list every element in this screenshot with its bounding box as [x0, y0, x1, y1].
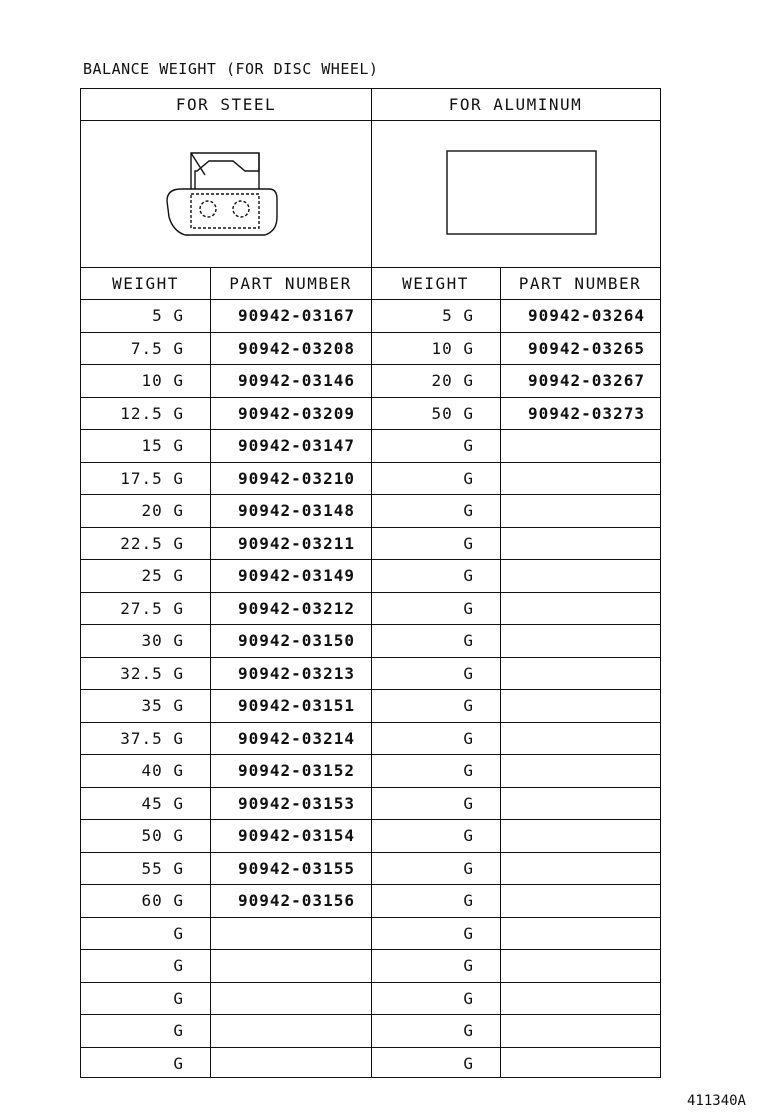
steel-weight-cell: G: [173, 1054, 184, 1074]
steel-weight-cell: 10 G: [141, 371, 184, 391]
aluminum-part-number-cell: [500, 820, 661, 852]
table-row: [81, 528, 660, 561]
aluminum-weight-cell: G: [463, 663, 474, 683]
table-row: [81, 625, 660, 658]
steel-weight-cell: 22.5 G: [120, 533, 184, 553]
aluminum-part-number-cell: 90942-03267: [528, 371, 645, 391]
table-row: [81, 950, 660, 983]
figure-code: 411340A: [686, 1093, 746, 1109]
table-row: [81, 690, 660, 723]
aluminum-part-number-cell: 90942-03265: [528, 338, 645, 358]
aluminum-part-number-cell: [500, 1015, 661, 1047]
steel-weight-cell: 45 G: [141, 793, 184, 813]
steel-part-number-cell: 90942-03147: [238, 436, 355, 456]
table-row: [81, 658, 660, 691]
aluminum-part-number-cell: [500, 755, 661, 787]
aluminum-part-number-cell: 90942-03273: [528, 403, 645, 423]
steel-weight-cell: 32.5 G: [120, 663, 184, 683]
steel-part-number-cell: 90942-03212: [238, 598, 355, 618]
section-header-steel: FOR STEEL: [81, 89, 371, 121]
aluminum-weight-cell: 50 G: [431, 403, 474, 423]
steel-clip-on-weight-icon: [81, 121, 371, 267]
steel-weight-cell: 12.5 G: [120, 403, 184, 423]
steel-part-number-cell: 90942-03151: [238, 696, 355, 716]
column-header-aluminum-part-number: PART NUMBER: [500, 268, 660, 300]
steel-weight-cell: 7.5 G: [130, 338, 184, 358]
column-header-aluminum-weight: WEIGHT: [371, 268, 500, 300]
page-title: BALANCE WEIGHT (FOR DISC WHEEL): [83, 60, 379, 78]
steel-part-number-cell: 90942-03153: [238, 793, 355, 813]
aluminum-weight-cell: G: [463, 858, 474, 878]
steel-part-number-cell: [210, 1015, 371, 1047]
steel-part-number-cell: 90942-03156: [238, 891, 355, 911]
steel-weight-cell: 37.5 G: [120, 728, 184, 748]
steel-part-number-cell: 90942-03214: [238, 728, 355, 748]
table-row: [81, 885, 660, 918]
aluminum-part-number-cell: [500, 853, 661, 885]
aluminum-adhesive-weight-icon: [371, 121, 661, 267]
steel-weight-cell: 27.5 G: [120, 598, 184, 618]
steel-part-number-cell: 90942-03152: [238, 761, 355, 781]
aluminum-diagram-cell: [371, 121, 660, 268]
table-row: [81, 593, 660, 626]
steel-weight-cell: G: [173, 923, 184, 943]
aluminum-weight-cell: G: [463, 988, 474, 1008]
table-row: [81, 918, 660, 951]
table-row: [81, 755, 660, 788]
aluminum-weight-cell: 5 G: [442, 306, 474, 326]
column-header-steel-part-number: PART NUMBER: [210, 268, 371, 300]
aluminum-part-number-cell: [500, 430, 661, 462]
aluminum-weight-cell: G: [463, 566, 474, 586]
table-row: [81, 1015, 660, 1048]
aluminum-weight-cell: 20 G: [431, 371, 474, 391]
steel-part-number-cell: 90942-03146: [238, 371, 355, 391]
steel-weight-cell: 55 G: [141, 858, 184, 878]
steel-weight-cell: 35 G: [141, 696, 184, 716]
steel-part-number-cell: 90942-03213: [238, 663, 355, 683]
aluminum-weight-cell: G: [463, 891, 474, 911]
steel-weight-cell: G: [173, 956, 184, 976]
aluminum-part-number-cell: [500, 885, 661, 917]
steel-part-number-cell: 90942-03210: [238, 468, 355, 488]
steel-weight-cell: 40 G: [141, 761, 184, 781]
steel-weight-cell: 30 G: [141, 631, 184, 651]
aluminum-part-number-cell: [500, 788, 661, 820]
steel-weight-cell: G: [173, 988, 184, 1008]
aluminum-weight-cell: G: [463, 468, 474, 488]
aluminum-part-number-cell: [500, 1048, 661, 1081]
steel-part-number-cell: 90942-03150: [238, 631, 355, 651]
table-row: [81, 788, 660, 821]
steel-part-number-cell: 90942-03148: [238, 501, 355, 521]
steel-weight-cell: 17.5 G: [120, 468, 184, 488]
steel-part-number-cell: 90942-03208: [238, 338, 355, 358]
balance-weight-table: [80, 88, 661, 1078]
aluminum-weight-cell: G: [463, 631, 474, 651]
steel-part-number-cell: [210, 1048, 371, 1081]
steel-weight-cell: 15 G: [141, 436, 184, 456]
steel-part-number-cell: 90942-03211: [238, 533, 355, 553]
steel-part-number-cell: [210, 918, 371, 950]
aluminum-weight-cell: G: [463, 598, 474, 618]
aluminum-weight-cell: G: [463, 923, 474, 943]
aluminum-weight-cell: G: [463, 501, 474, 521]
steel-weight-cell: G: [173, 1021, 184, 1041]
aluminum-weight-cell: G: [463, 1021, 474, 1041]
table-row: [81, 463, 660, 496]
steel-part-number-cell: [210, 983, 371, 1015]
aluminum-part-number-cell: [500, 625, 661, 657]
steel-diagram-cell: [81, 121, 371, 268]
aluminum-weight-cell: G: [463, 533, 474, 553]
aluminum-part-number-cell: [500, 658, 661, 690]
table-row: [81, 365, 660, 398]
table-row: [81, 333, 660, 366]
table-row: [81, 723, 660, 756]
steel-part-number-cell: 90942-03209: [238, 403, 355, 423]
aluminum-part-number-cell: [500, 918, 661, 950]
aluminum-part-number-cell: [500, 593, 661, 625]
steel-part-number-cell: 90942-03149: [238, 566, 355, 586]
aluminum-weight-cell: 10 G: [431, 338, 474, 358]
table-row: [81, 1048, 660, 1081]
aluminum-part-number-cell: [500, 950, 661, 982]
aluminum-weight-cell: G: [463, 1054, 474, 1074]
table-row: [81, 560, 660, 593]
aluminum-part-number-cell: [500, 528, 661, 560]
table-row: [81, 430, 660, 463]
steel-weight-cell: 5 G: [152, 306, 184, 326]
aluminum-weight-cell: G: [463, 436, 474, 456]
section-header-aluminum: FOR ALUMINUM: [371, 89, 660, 121]
aluminum-part-number-cell: [500, 723, 661, 755]
aluminum-weight-cell: G: [463, 826, 474, 846]
aluminum-weight-cell: G: [463, 956, 474, 976]
aluminum-part-number-cell: [500, 495, 661, 527]
table-row: [81, 820, 660, 853]
aluminum-part-number-cell: 90942-03264: [528, 306, 645, 326]
aluminum-part-number-cell: [500, 690, 661, 722]
table-row: [81, 495, 660, 528]
table-row: [81, 853, 660, 886]
steel-weight-cell: 25 G: [141, 566, 184, 586]
aluminum-part-number-cell: [500, 983, 661, 1015]
steel-part-number-cell: [210, 950, 371, 982]
table-row: [81, 300, 660, 333]
column-header-steel-weight: WEIGHT: [81, 268, 210, 300]
aluminum-part-number-cell: [500, 463, 661, 495]
aluminum-weight-cell: G: [463, 793, 474, 813]
steel-part-number-cell: 90942-03155: [238, 858, 355, 878]
steel-weight-cell: 50 G: [141, 826, 184, 846]
aluminum-weight-cell: G: [463, 728, 474, 748]
steel-weight-cell: 20 G: [141, 501, 184, 521]
steel-part-number-cell: 90942-03154: [238, 826, 355, 846]
table-row: [81, 983, 660, 1016]
steel-weight-cell: 60 G: [141, 891, 184, 911]
steel-part-number-cell: 90942-03167: [238, 306, 355, 326]
aluminum-weight-cell: G: [463, 761, 474, 781]
aluminum-part-number-cell: [500, 560, 661, 592]
aluminum-weight-cell: G: [463, 696, 474, 716]
table-row: [81, 398, 660, 431]
